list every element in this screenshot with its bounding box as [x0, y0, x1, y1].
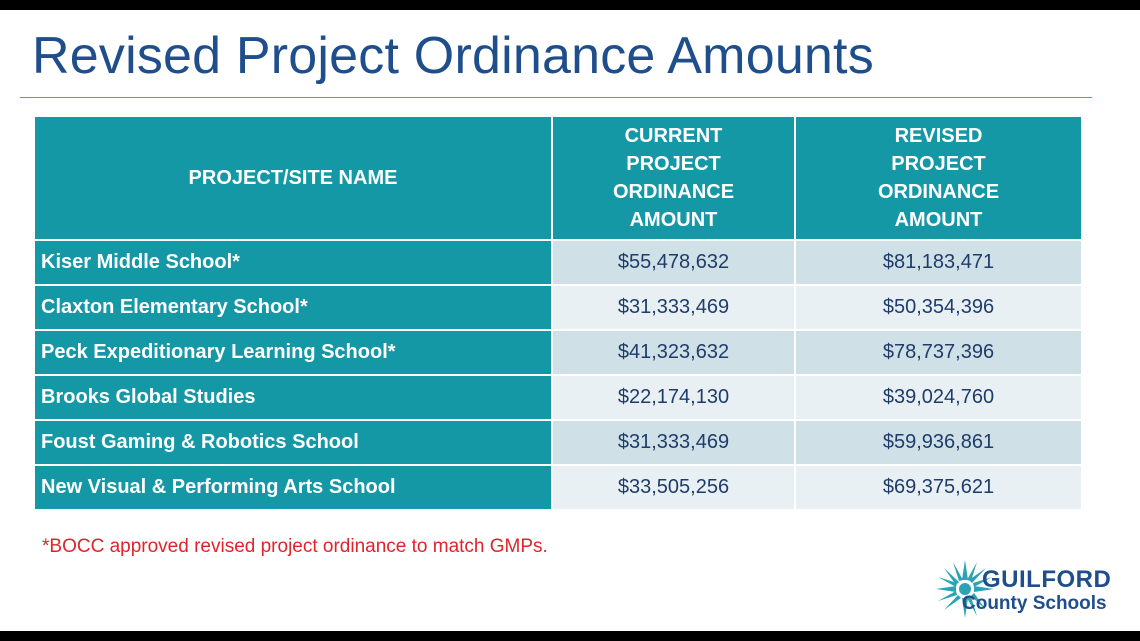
revised-amount-cell: $81,183,471 [795, 240, 1082, 285]
slide [0, 10, 1140, 631]
header-current-text: CURRENT PROJECT ORDINANCE AMOUNT [612, 125, 735, 231]
guilford-logo [934, 558, 1134, 624]
table-row [34, 330, 1082, 375]
table-row [34, 465, 1082, 510]
logo-text-guilford: GUILFORD [982, 566, 1112, 593]
title-divider [20, 97, 1092, 98]
header-revised-text: REVISED PROJECT ORDINANCE AMOUNT [877, 125, 1000, 231]
header-revised-amount [795, 116, 1082, 240]
logo-text-county-schools: County Schools [962, 593, 1107, 614]
project-name-cell: Claxton Elementary School* [34, 285, 552, 330]
ordinance-table [33, 115, 1083, 511]
project-name-cell: Foust Gaming & Robotics School [34, 420, 552, 465]
revised-amount-cell: $78,737,396 [795, 330, 1082, 375]
header-project-name: PROJECT/SITE NAME [34, 116, 552, 240]
slide-title: Revised Project Ordinance Amounts [32, 27, 874, 85]
current-amount-cell: $41,323,632 [552, 330, 795, 375]
revised-amount-cell: $39,024,760 [795, 375, 1082, 420]
current-amount-cell: $31,333,469 [552, 285, 795, 330]
project-name-cell: Brooks Global Studies [34, 375, 552, 420]
revised-amount-cell: $69,375,621 [795, 465, 1082, 510]
project-name-cell: Peck Expeditionary Learning School* [34, 330, 552, 375]
project-name-cell: New Visual & Performing Arts School [34, 465, 552, 510]
table-row [34, 285, 1082, 330]
current-amount-cell: $31,333,469 [552, 420, 795, 465]
revised-amount-cell: $50,354,396 [795, 285, 1082, 330]
current-amount-cell: $33,505,256 [552, 465, 795, 510]
table-header-row [34, 116, 1082, 240]
revised-amount-cell: $59,936,861 [795, 420, 1082, 465]
current-amount-cell: $22,174,130 [552, 375, 795, 420]
table-row [34, 420, 1082, 465]
table-row [34, 240, 1082, 285]
project-name-cell: Kiser Middle School* [34, 240, 552, 285]
header-current-amount [552, 116, 795, 240]
table-row [34, 375, 1082, 420]
current-amount-cell: $55,478,632 [552, 240, 795, 285]
footnote: *BOCC approved revised project ordinance to match GMPs. [42, 536, 548, 557]
